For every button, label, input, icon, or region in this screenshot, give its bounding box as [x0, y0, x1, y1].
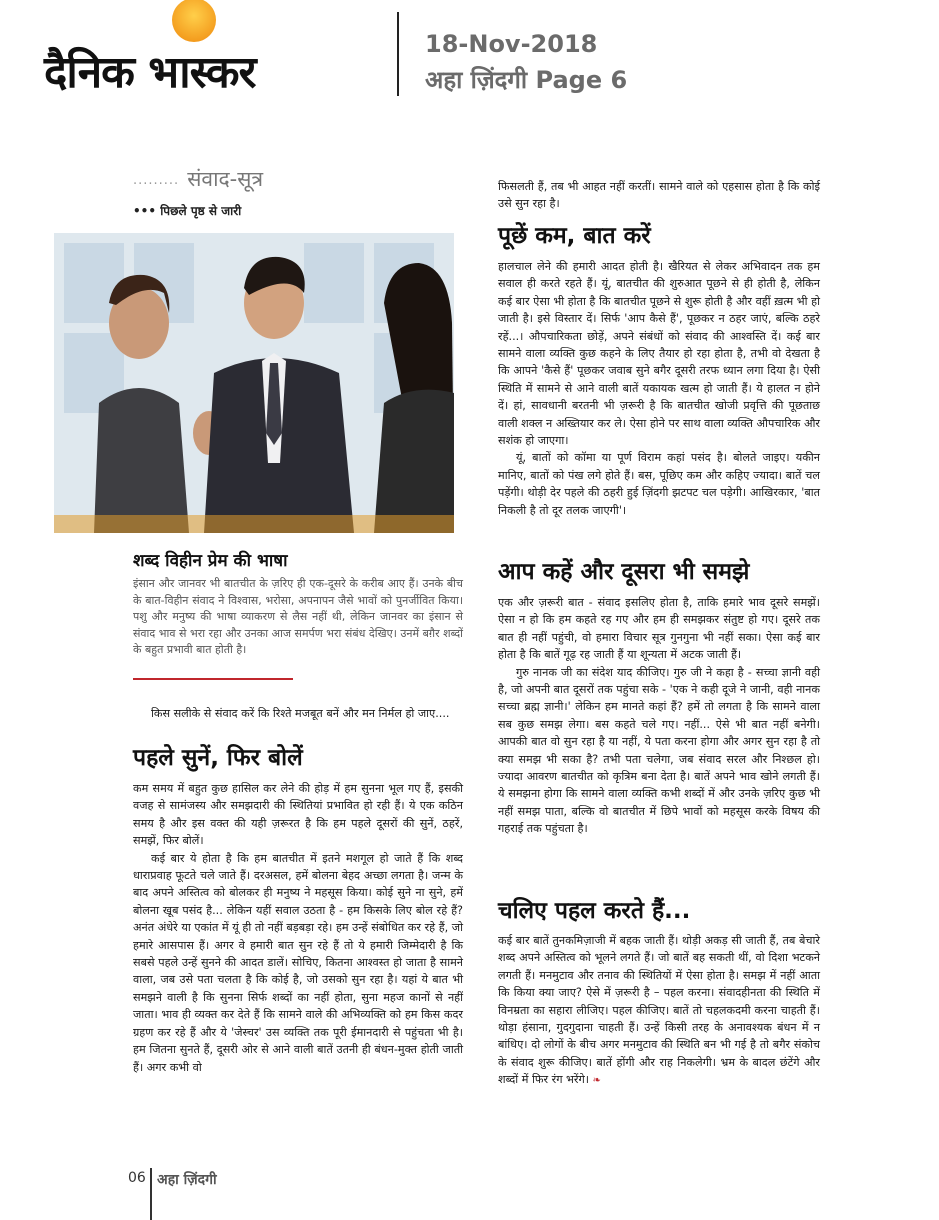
start-section-body — [498, 932, 820, 1090]
body-paragraph: एक और ज़रूरी बात - संवाद इसलिए होता है, ताकि हमारे भाव दूसरे समझें। ऐसा न हो कि हम कहते रह गए और हम ही समझकर संतुष्ट हो गए। दूसरे तक बात ही नहीं पहुंची, वो हमारा विचार सूत्र गुनगुना भी नहीं सका। ऐसा कई बार होता है कि बातें गूढ़ रह जाती हैं या शून्यता में अटक जाती हैं। — [498, 596, 820, 662]
masthead — [0, 0, 939, 110]
caption-body: इंसान और जानवर भी बातचीत के ज़रिए ही एक-दूसरे के करीब आए हैं। उनके बीच के बात-विहीन संवाद ने विश्वास, भरोसा, अपनापन जैसे भावों को पुनर्जीवित किया। पशु और मनुष्य की भाषा व्याकरण से लैस नहीं थी, लेकिन जानवर का इंसान से संवाद भाव से भरा रहा और उनका आज समर्पण भरा संबंध देखिए। उनमें बग़ैर शब्दों के बहुत प्रभावी बात होती है। — [133, 577, 463, 656]
subheading-be-understood: आप कहें और दूसरा भी समझे — [498, 559, 750, 585]
subheading-listen-first: पहले सुनें, फिर बोलें — [133, 745, 303, 771]
body-paragraph: कम समय में बहुत कुछ हासिल कर लेने की होड़ में हम सुनना भूल गए हैं, इसकी वजह से सामंजस्य और समझदारी की स्थितियां प्रभावित हो रही हैं। ये एक कठिन समय है और इस वक्त की यही ज़रूरत है कि हम पहले दूसरों की सुनें, ठहरें, समझें, फिर बोलें। — [133, 782, 463, 848]
subheading-ask-less: पूछें कम, बात करें — [498, 223, 651, 249]
magazine-name: अहा ज़िंदगी — [157, 1172, 217, 1188]
caption-divider — [133, 678, 293, 680]
photo-illustration — [54, 233, 454, 533]
body-paragraph: फिसलती हैं, तब भी आहत नहीं करतीं। सामने वाले को एहसास होता है कि कोई उसे सुन रहा है। — [498, 180, 820, 211]
masthead-divider — [397, 12, 399, 96]
section-kicker — [133, 165, 263, 193]
listen-section-body — [133, 780, 463, 1076]
body-paragraph — [498, 932, 820, 1090]
subheading-take-initiative: चलिए पहल करते हैं... — [498, 898, 691, 924]
article-photo — [54, 233, 454, 533]
edition-date: 18-Nov-2018 — [425, 30, 598, 58]
continued-from-previous: ••• पिछले पृष्ठ से जारी — [133, 204, 242, 218]
edition-page-label: अहा ज़िंदगी Page 6 — [425, 66, 628, 94]
understand-section-body — [498, 594, 820, 838]
end-mark-icon: ❧ — [592, 1075, 601, 1087]
article-intro — [133, 705, 463, 722]
body-paragraph: हालचाल लेने की हमारी आदत होती है। खैरियत से लेकर अभिवादन तक हम सवाल ही करते रहते हैं। यूं, बातचीत की शुरुआत पूछने से ही होती है, लेकिन कई बार ऐसा भी होता है कि बातचीत पूछने से शुरू होती है और वहीं ख़त्म भी हो जाती है। इसे विस्तार दें। सिर्फ 'आप कैसे हैं', पूछकर न ठहर जाएं, बल्कि ठहरे रहें...। औपचारिकता छोड़ें, अपने संबंधों को संवाद की आश्वस्ति दें। कई बार सामने वाला व्यक्ति कुछ कहने के लिए तैयार हो रहा होता है, तभी वो देखता है कि आपने 'कैसे हैं' पूछकर जवाब सुने बगैर दूसरी तरफ ध्यान लगा दिया है। ऐसी स्थिति में सामने से आने वाली बातें यकायक खत्म हो जाती हैं। ये हालत न होने दें। हां, सावधानी बरतनी भी ज़रूरी है कि बातचीत खोजी प्रवृत्ति की पूछताछ वाली शक्ल न अख्तियार कर ले। ऐसा होने पर साथ वाला व्यक्ति औपचारिक और सशंक हो जाएगा। — [498, 260, 820, 448]
kicker-dots: ......... — [133, 172, 180, 188]
caption-title: शब्द विहीन प्रेम की भाषा — [133, 551, 288, 571]
intro-paragraph: किस सलीके से संवाद करें कि रिश्ते मजबूत बनें और मन निर्मल हो जाए.... — [151, 707, 450, 720]
ask-section-body — [498, 258, 820, 519]
body-text: कई बार बातें तुनकमिज़ाजी में बहक जाती हैं। थोड़ी अकड़ सी जाती हैं, तब बेचारे शब्द अपने अस्तित्व को भूलने लगते हैं। जो बातें बह सकती थीं, वो दिशा भटकने लगती हैं। मनमुटाव और तनाव की स्थितियों में ऐसा होता है। समझ में नहीं आता कि किया क्या जाए? ऐसे में ज़रूरी है – पहल करना। संवादहीनता की स्थिति में विनम्रता का सहारा लीजिए। पहल कीजिए। बातें तो चहलकदमी करना चाहती हैं। थोड़ा हंसाना, गुदगुदाना चाहती हैं। उन्हें किसी तरह के अनावश्यक बंधन में न बांधिए। दो लोगों के बीच अगर मनमुटाव की स्थिति बन भी गई है तो बगैर संकोच के संवाद शुरू कीजिए। बातें होंगी और राह निकलेगी। भ्रम के बादल छंटेंगे और शब्दों में फिर रंग भरेंगे। — [498, 934, 820, 1087]
body-paragraph: कई बार ये होता है कि हम बातचीत में इतने मशगूल हो जाते हैं कि शब्द धाराप्रवाह फूटते चले जाते हैं। दरअसल, हमें बोलना बेहद अच्छा लगता है। जन्म के बाद अपने अस्तित्व को बोलकर ही मनुष्य ने महसूस किया। कोई सुने ना सुने, हमें बोलना खूब पसंद है... लेकिन यहीं सवाल उठता है - हम किसके लिए बोल रहे हैं? अनंत अंधेरे या एकांत में यूं ही तो नहीं बड़बड़ा रहे। हम उन्हें संबोधित कर रहे हैं, जो हमारे आसपास हैं। अगर वे हमारी बात सुन रहे हैं तो ये हमारी जिम्मेदारी है कि सबसे पहले उन्हें सुनने की आदत डालें। सोचिए, कितना आश्वस्त हो जाता है सामने वाला, जब उसे पता चलता है कि कोई है, जो उसको सुन रहा है। यहां ये बात भी समझने वाली है कि सुनना सिर्फ शब्दों का नहीं होता, सुना महज कानों से नहीं जाता। भाव ही व्यक्त कर देते हैं कि सामने वाले की अभिव्यक्ति को हम किस कदर ग्रहण कर रहे हैं और ये 'जेस्चर' उस व्यक्ति तक पूरी ईमानदारी से पहुंचता भी है। हम जितना सुनते हैं, दूसरी ओर से आने वाली बातें उतनी ही बंधन-मुक्त होती जाती हैं। अगर कभी वो — [133, 851, 463, 1074]
body-paragraph: यूं, बातों को कॉमा या पूर्ण विराम कहां पसंद है। बोलते जाइए। यकीन मानिए, बातों को पंख लगे होते हैं। बस, पूछिए कम और कहिए ज्यादा। बातें चल पड़ेंगी। थोड़ी देर पहले की ठहरी हुई ज़िंदगी झटपट चल पड़ेगी। आखिरकार, 'बात निकली है तो दूर तलक जाएगी'। — [498, 451, 820, 517]
page-number: 06 — [128, 1170, 146, 1186]
section-name: संवाद-सूत्र — [187, 167, 264, 191]
folio-divider — [150, 1168, 152, 1220]
newspaper-logo: दैनिक भास्कर — [44, 47, 256, 98]
body-paragraph: गुरु नानक जी का संदेश याद कीजिए। गुरु जी ने कहा है - सच्चा ज्ञानी वही है, जो अपनी बात दूसरों तक पहुंचा सके - 'एक ने कही दूजे ने जानी, वही नानक सच्चा ब्रह्म ज्ञानी।' लेकिन हम मानते कहां हैं? हमें तो लगता है कि सामने वाला सब कुछ समझ लेगा। बस कहते चले गए। नहीं... ऐसे भी बात नहीं बनेगी। आपकी बात वो सुन रहा है या नहीं, ये पता करना होगा और अगर सुन रहा है तो क्या समझ भी सका है? तभी पता चलेगा, जब संवाद सरल और निश्छल हो। ज्यादा आवरण बातचीत को कृत्रिम बना देता है। बातें अपने भाव खोने लगती हैं। ये समझना होगा कि सामने वाला व्यक्ति कभी शब्दों में और उनके ज़रिए कुछ भी नहीं समझ पाता, बल्कि वो बातचीत में छिपे भावों को महसूस करके विषय की गहराई तक पहुंचता है। — [498, 665, 820, 836]
continued-paragraph — [498, 178, 820, 213]
